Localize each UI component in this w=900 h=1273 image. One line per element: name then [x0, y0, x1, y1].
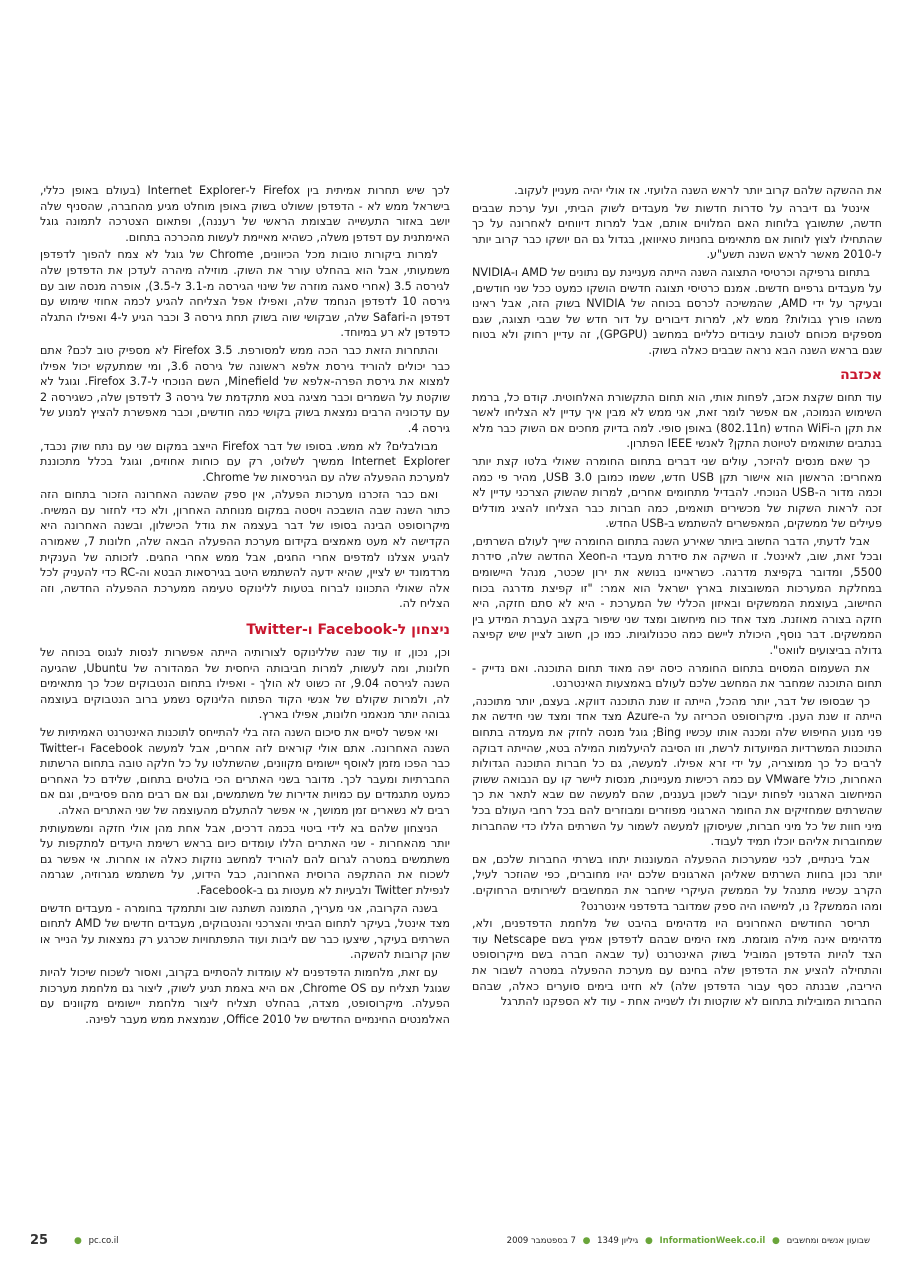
paragraph: בתחום גרפיקה וכרטיסי התצוגה השנה הייתה מעניינת עם נתונים של AMD ו-NVIDIA על מעבדים גרפיים חדשים. אמנם כרטיסי תצוגה חדשים הושקו כמעט ככל שני חודשים, ובעיקר על ידי AMD, שהמשיכה לכרסם בכוחה של NVIDIA בשוק הזה, אבל ראינו משהו פורץ גבולות? ממש לא, למרות דיבורים על דור חדש של שבבי תצוגה, שגם מספקים מכוחם לטובת עיבודים כלליים במחשב (GPGPU), זה עדיין רחוק ולא בטוח שגם בראש השנה הבא נראה שבבים כאלה בשוק. — [472, 265, 882, 357]
bullet-icon: ● — [74, 1236, 82, 1246]
paragraph: ואי אפשר לסיים את סיכום השנה הזה בלי להתייחס לתוכנות האינטרנט האמיתיות של השנה האחרונה. אתם אולי קוראים לזה אחרים, אבל למעשה Facebook ו-Twitter כבר הפכו מזמן לאוסף יישומים מקוונים, שהשתלטו על כל חלקה טובה בתחום הרשתות החברתיות ומעבר לכך. מדובר בשני האתרים הכי בולטים בתחום, שלידם כל האחרים כמעט מתגמדים עם כמויות אדירות של משתמשים, וגם אם רבים מהם פסיביים, וגם אם רבים לא נשארים זמן ממושך, אי אפשר להתעלם מהעוצמה של שני האתרים האלה. — [40, 726, 450, 817]
article-column-right — [472, 183, 882, 1248]
paragraph: את השעמום המסוים בתחום החומרה כיסה יפה מאוד תחום התוכנה. ואם נדייק - תחום התוכנה שמחבר את המחשב שלכם לעולם באמצעות האינטרנט. — [472, 661, 882, 691]
issue-date: 7 בספטמבר 2009 — [506, 1236, 576, 1246]
paragraph: אינטל גם דיברה על סדרות חדשות של מעבדים לשוק הביתי, ועל ערכת שבבים חדשה, שתשובץ בלוחות האם המלווים אותם, אבל למרות דיווחים לאחרונה על כך שהתחילו לצוץ לוחות אם מתאימים בחנויות טאיוואן, בגדול גם הם יושקו כבר קרוב יותר ל-2010 מאשר לראש השנה תשע"ע. — [472, 201, 882, 262]
paragraph: מבולבלים? לא ממש. בסופו של דבר Firefox הייצב במקום שני עם נתח שוק נכבד, Internet Explorer ממשיך לשלוט, רק עם כוחות אחוזים, וגוגל בכלל מתכוננת למערכת ההפעלה שלה עם הגירסאות של Chrome. — [40, 439, 450, 484]
bullet-icon: ● — [582, 1236, 591, 1246]
paragraph: למרות ביקורות טובות מכל הכיוונים, Chrome של גוגל לא צמח להפוך לדפדפן משמעותי, אבל הוא בהחלט עורר את השוק. מוזילה מיהרה לעדכן את הדפדפן שלה לגירסה 3.5 (אחרי סאגה מוזרה של שינוי הגירסה מ-3.1 ל-3.5), אופרה מנסה שוב עם גירסה 10 לדפדפן הנחמד שלה, ואפילו אפל הצליחה להגיע לכמה אחוזי שימוש עם דפדפן ה-Safari שלה, שבקושי שוה בשוק תחת גירסה 3 וכבר הגיע ל-4 ואפילו התגלה כדפדפן לא רע במיוחד. — [40, 248, 450, 340]
article-column-left — [40, 183, 450, 1248]
paragraph: ואם כבר הזכרנו מערכות הפעלה, אין ספק שהשנה האחרונה הזכור בתחום הזה כתור השנה שבה הושבכה ויסטה במקום מנוחתה האחרון, ולא כדי לחזור עם המשיח. מיקרוסופט הבינה בסופו של דבר בעצמה את גודל הכישלון, ובשנה האחרונה היא הקדישה לא מעט מאמצים בקידום מערכת ההפעלה הבאה שלה, חלונות 7, שאמורה להגיע אצלנו למדפים אחרי החגים, אבל ממש אחרי החגים. לזכותה של הענקית מרדמונד יש לציין, שהיא ידעה להשתמש היטב בגירסאות הבטא וה-RC כדי להעניק לכל אלה שאולי התכוונו לברוח בטעות ללינוקס טעימה ממערכת ההפעלה החדשה, וזה הצליח לה. — [40, 488, 450, 611]
paragraph: עם זאת, מלחמות הדפדפנים לא עומדות להסתיים בקרוב, ואסור לשכוח שיכול להיות שגוגל תצליח עם Chrome OS, אם היא באמת תגיע לשוק, ליצור גם מלחמת מערכות הפעלה. מיקרוסופט, מצדה, בהחלט תצליח ליצור מלחמת יישומים מקוונים עם האלמנטים החינמיים החדשים של Office 2010, שנמצאת ממש מעבר לפינה. — [40, 965, 450, 1026]
paragraph: בשנה הקרובה, אני מעריך, התמונה תשתנה שוב ותתמקד בחומרה - מעבדים חדשים מצד אינטל, בעיקר לתחום הביתי והצרכני והנטבוקים, מעבדים חדשים של AMD לתחום השרתים בעיקר, שיצעו כבר שם ליבות ועוד התפתחויות שכרגע רק נמצאות על הנייר או שהן קרובות להשקה. — [40, 901, 450, 962]
paragraph: לכך שיש תחרות אמיתית בין Firefox ל-Internet Explorer (בעולם באופן כללי, בישראל ממש לא - הדפדפן ששולט בשוק באופן מוחלט מגיע מהחברה, שהסניף שלה יושב באזור התעשייה שבצומת הראשי של רעננה), ופתאום הצטרכה לתמונה גוגל האימתנית עם דפדפן משלה, כשהיא מאיימת לעשות מהכרכה בתחום. — [40, 184, 450, 244]
paragraph: והתחרות הזאת כבר הכה ממש למסורפת. Firefox 3.5 לא מספיק טוב לכם? אתם כבר יכולים להוריד גירסת אלפא ראשונה של גירסה 3.6, ומי שמתעקש יכול אפילו למצוא את גירסת הפרה-אלפא של Minefield, השם הנוכחי ל-Firefox 3.7. וגוגל לא שוקטת על השמרים וכבר מציגה בטא מתקדמת של גירסה 3 לדפדפן שלה, כשגירסה 2 עם עדכוניה הרבים נמצאת בשוק בקושי כמה חודשים, וכבר מאפשרת להציץ למנוע של גירסה 4. — [40, 343, 450, 435]
publication-name: שבועון אנשים ומחשבים — [786, 1236, 870, 1246]
section-heading: ניצחון ל-Facebook ו-Twitter — [246, 622, 450, 639]
paragraph: אבל לדעתי, הדבר החשוב ביותר שאירע השנה בתחום החומרה שייך לעולם השרתים, ובכל זאת, שוב, לאינטל. זו השיקה את סידרת מעבדי ה-Xeon החדשה שלה, סידרת 5500, ומדובר בקפיצת מדרגה. כשראיינו בנושא את ירון שכטר, מנהל היישומים במחלקת המערכות המשובצות בארץ ישראל הוא אמר: "זו קפיצת מדרגה בכוח החישוב, בעוצמת הממשקים ובאיזון הכללי של המערכת - היא לא סתם חזקה, היא חזקה בצורה מאוזנת. מצד אחד כוח מיחשוב ומצד שני שיפור בקצב העברת המידע בין הממשקים. דבר נוסף, היכולת ליישם כמה טכנולוגיות. כמו כן, חשוב לציין שיש קפיצה גדולה בביצועים לוואט". — [472, 534, 882, 658]
paragraph: תריסר החודשים האחרונים היו מדהימים בהיבט של מלחמת הדפדפנים, ולא, מדהימים אינה מילה מוגזמת. מאז הימים שבהם לדפדפן אמיץ בשם Netscape עוד הצד להיות הדפדפן המוביל בשוק האינטרנט (עד שבאה חברה בשם מיקרוסופט והתחילה להציע את הדפדפן שלה בחינם עם מערכת ההפעלה במטרה לשבור את היריבה, שבנתה כסף עבור הדפדפן שלה) לא חזינו בימים סוערים כאלה, שבהם החברות המובילות בתחום לא שוקטות ולו לשנייה אחת - עוד לא הספקנו להתרגל — [472, 917, 882, 1009]
page-number: 25 — [30, 1233, 49, 1248]
paragraph: כך שאם מנסים להיזכר, עולים שני דברים בתחום החומרה שאולי בלטו קצת יותר מאחרים: הראשון הוא אישור תקן USB חדש, ששמו כמובן USB 3.0, מהיר פי כמה וכמה מדור ה-USB הנוכחי. להבדיל מתחומים אחרים, למרות שהשוק הצרכני עדיין לא זכה לראות השקות של מכשירים תואמים, כמה חברות כבר הצליחו להציג מודלים פעילים של ממשקים, המאפשרים להשתמש ב-USB החדש. — [472, 454, 882, 531]
pc-site-url: pc.co.il — [88, 1236, 119, 1246]
paragraph: עוד תחום שקצת אכזב, לפחות אותי, הוא תחום התקשורת האלחוטית. קודם כל, ברמת השימוש הנמוכה, אם אפשר לומר זאת, אני ממש לא מבין איך עדיין לא הצליחו לאשר את תקן ה-WiFi החדש (802.11n) באופן סופי. למה בדיוק מחכים אם השוק כבר מלא בנתבים שתואמים לטיוטת התקן? לאנשי IEEE הפתרון. — [472, 390, 882, 451]
bullet-icon: ● — [772, 1236, 780, 1246]
footer-pc-site — [70, 1232, 118, 1250]
bullet-icon: ● — [644, 1236, 653, 1246]
paragraph: כך שבסופו של דבר, יותר מהכל, הייתה זו שנת התוכנה דווקא. בעצם, יותר מתוכנה, הייתה זו שנת הענן. מיקרוסופט הכריזה על ה-Azure מצד אחד ומצד שני חידשה את פני מנוע החיפוש שלה ומכנה אותו עכשיו Bing; גוגל מנסה לחזק את מעמדה בתחום התוכנות המשרדיות המיועדות לרשת, וזו הסיבה להיעלמות המילה בטא, שהייתה דבוקה לרבים כל כך ממוצריה, על ידי זרא אפילו. למעשה, גם כל חברות התוכנה הגדולות האחרות, כולל VMware עם כמה רכישות מעניינות, מנסות ליישר קו עם הנבואה ששוק המיחשוב הארגוני לפחות יעבור לשכון בעננים, שהם למעשה שם שבא לתאר את כך שהשרתים שמחזיקים את החומר הארגוני מפוזרים ומבוזרים להם בכל רחבי העולם בכל מיני חוות של כל מיני חברות, שעיסוקן למעשה לשמור על השרתים הללו כדי שהחברות שמחוברות אליהם יוכלו תמיד לעבוד. — [472, 694, 882, 849]
paragraph: אבל בינתיים, לכני שמערכות ההפעלה המעוננות יתחו בשרתי החברות שלכם, אם יותר נכון בחוות השרתים שאליהן הארגונים שלכם יהיו מחוברים, כפי שהוזכר לעיל, הקרב עכשיו מתנהל על הממשק העיקרי שיחבר את המחשבים לשירותים הרחוקים. ומהו הממשק? נו, למישהו היה ספק שמדובר בדפדפני אינטרנט? — [472, 852, 882, 913]
page-footer — [30, 1232, 870, 1250]
footer-credits — [507, 1232, 870, 1250]
issue-number: גיליון 1349 — [597, 1236, 639, 1246]
section-heading: אכזבה — [840, 366, 882, 383]
paragraph: וכן, נכון, זו עוד שנה שללינוקס לצורותיה הייתה אפשרות לנסות לנגוס בכוחה של חלונות, ומה לעשות, למרות חביבותה היחסית של המהדורה של Ubuntu, שהגיעה השנה לגירסה 9.04, זה כשוט לא הולך - ואפילו בתחום הנטבוקים שכל כך מתאימים לה, ולמרות שקולם של אנשי הקוד הפתוח הלינוקס נשמע ברוב הנטבוקים בעוצמה גבוהה יותר מנאמני חלונות, אפילו בארץ. — [40, 646, 450, 722]
site-url: InformationWeek.co.il — [659, 1236, 766, 1246]
paragraph: הניצחון שלהם בא לידי ביטוי בכמה דרכים, אבל אחת מהן אולי חזקה ומשמעותית יותר מהאחרות - שני האתרים הללו עומדים כיום בראש רשימת היעדים למתקפות על משתמשים במטרה לגרום להם להוריד למחשב נוזקות כאלה או אחרות. אי אפשר גם לשכוח את ההתקפה הרוסית האחרונה, כבל הידוע, על משתמש מגרוזיה, שגרמה לנפילת Twitter ולבעיות לא מעטות גם ב-Facebook. — [40, 821, 450, 897]
paragraph: את ההשקה שלהם קרוב יותר לראש השנה הלועזי. אז אולי יהיה מעניין לעקוב. — [514, 184, 882, 197]
